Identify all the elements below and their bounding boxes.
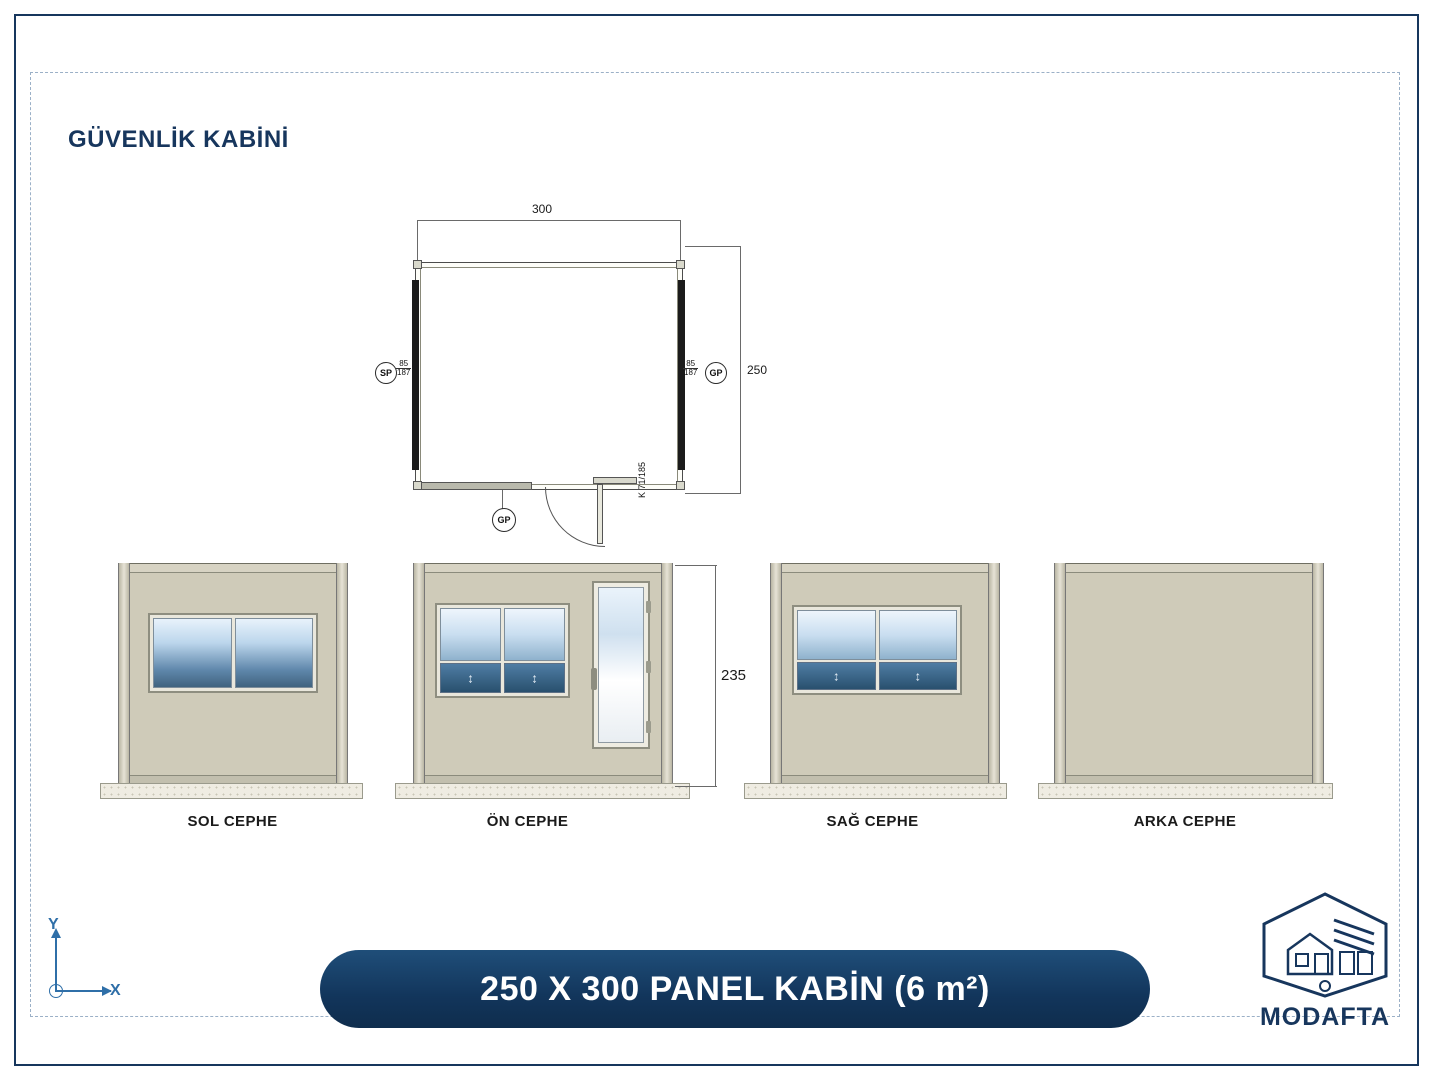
elevation-rear-post-left bbox=[1054, 563, 1066, 785]
elevation-rear-roofline bbox=[1059, 564, 1317, 573]
elevation-left-caption: SOL CEPHE bbox=[187, 813, 278, 830]
company-logo bbox=[1245, 890, 1405, 1040]
elevation-rear-panel bbox=[1058, 563, 1318, 785]
elevation-front-dim-height: 235 bbox=[721, 667, 747, 684]
elevation-left-window bbox=[148, 613, 318, 693]
company-logo-text: MODAFTA bbox=[1259, 1003, 1391, 1031]
plan-dim-right-tick-top bbox=[685, 246, 741, 247]
elevation-front-door bbox=[592, 581, 650, 749]
elevation-right-window-pane-2-upper bbox=[879, 610, 958, 660]
elevation-left-post-right bbox=[336, 563, 348, 785]
elevation-front-window-pane-2-lower bbox=[504, 663, 565, 693]
plan-tag-bottom-leader bbox=[502, 490, 503, 510]
elevation-front-post-right bbox=[661, 563, 673, 785]
elevation-right-ground bbox=[744, 783, 1007, 799]
elevation-rear-post-right bbox=[1312, 563, 1324, 785]
plan-door-leaf bbox=[597, 484, 603, 544]
plan-tag-left: SP bbox=[375, 362, 397, 384]
plan-door-swing-arc bbox=[545, 487, 605, 547]
elevation-front-window bbox=[435, 603, 570, 698]
door-hinge-icon bbox=[646, 721, 651, 733]
elevation-front-caption: ÖN CEPHE bbox=[486, 813, 569, 830]
elevation-right-window-pane-2 bbox=[879, 610, 958, 690]
title-banner bbox=[320, 950, 1150, 1028]
axis-y-label: Y bbox=[48, 916, 59, 933]
plan-fraction-right-top: 85 bbox=[683, 360, 698, 369]
elevation-left bbox=[100, 555, 365, 845]
plan-tag-bottom: GP bbox=[492, 508, 516, 532]
elevation-front-post-left bbox=[413, 563, 425, 785]
elevation-front-roofline bbox=[414, 564, 672, 573]
plan-dim-width: 300 bbox=[532, 202, 553, 216]
plan-corner-br bbox=[676, 481, 685, 490]
plan-dim-top-line bbox=[417, 220, 681, 221]
elevation-front-dim-tick-bottom bbox=[675, 786, 717, 787]
plan-fraction-left bbox=[396, 360, 411, 378]
axis-origin-icon bbox=[49, 984, 63, 998]
elevation-front-door-glass bbox=[598, 587, 644, 743]
title-banner-label: 250 X 300 PANEL KABİN (6 m²) bbox=[480, 969, 990, 1008]
plan-fraction-left-top: 85 bbox=[396, 360, 411, 369]
plan-corner-bl bbox=[413, 481, 422, 490]
elevation-front-window-pane-2 bbox=[504, 608, 565, 693]
elevation-front-window-pane-2-upper bbox=[504, 608, 565, 661]
elevation-right-window-pane-1 bbox=[797, 610, 876, 690]
door-hinge-icon bbox=[646, 661, 651, 673]
plan-door-code: K 71/185 bbox=[637, 461, 647, 498]
plan-inner-outline bbox=[420, 267, 678, 485]
axis-x-label: X bbox=[110, 982, 121, 999]
plan-dim-height: 250 bbox=[747, 363, 768, 377]
plan-corner-tl bbox=[413, 260, 422, 269]
elevation-right-post-right bbox=[988, 563, 1000, 785]
window-arrow-icon: ↕ bbox=[833, 668, 840, 684]
elevation-left-ground bbox=[100, 783, 363, 799]
elevation-right bbox=[740, 555, 1005, 845]
plan-fraction-right-bottom: 187 bbox=[684, 368, 698, 378]
window-arrow-icon: ↕ bbox=[914, 668, 921, 684]
elevation-front-window-pane-1-lower bbox=[440, 663, 501, 693]
plan-corner-tr bbox=[676, 260, 685, 269]
house-logo-icon bbox=[1260, 890, 1390, 1000]
elevation-right-window bbox=[792, 605, 962, 695]
elevation-right-window-pane-1-lower bbox=[797, 662, 876, 690]
window-arrow-icon: ↕ bbox=[531, 670, 538, 686]
axis-indicator bbox=[44, 916, 134, 1010]
elevation-front-window-pane-1 bbox=[440, 608, 501, 693]
elevation-right-roofline bbox=[771, 564, 999, 573]
elevation-front-ground bbox=[395, 783, 690, 799]
plan-fraction-left-bottom: 187 bbox=[397, 368, 411, 378]
plan-dim-right-line bbox=[740, 246, 741, 494]
elevation-right-window-pane-1-upper bbox=[797, 610, 876, 660]
elevation-rear-caption: ARKA CEPHE bbox=[1133, 813, 1237, 830]
plan-view bbox=[375, 200, 775, 550]
plan-fraction-right bbox=[683, 360, 698, 378]
elevation-front bbox=[395, 555, 747, 845]
elevation-rear-ground bbox=[1038, 783, 1333, 799]
plan-wall-left bbox=[412, 280, 419, 470]
door-handle-icon bbox=[591, 668, 597, 690]
page-title: GÜVENLİK KABİNİ bbox=[68, 126, 289, 153]
elevation-left-post-left bbox=[118, 563, 130, 785]
elevation-front-dim-tick-top bbox=[675, 565, 717, 566]
elevation-right-caption: SAĞ CEPHE bbox=[826, 813, 919, 830]
axis-y-line bbox=[55, 934, 57, 990]
elevation-left-roofline bbox=[119, 564, 347, 573]
elevation-left-window-pane-1 bbox=[153, 618, 232, 688]
elevation-left-window-pane-2 bbox=[235, 618, 314, 688]
plan-door-frame bbox=[593, 477, 637, 484]
elevation-rear bbox=[1030, 555, 1340, 845]
elevation-front-window-pane-1-upper bbox=[440, 608, 501, 661]
plan-tag-right: GP bbox=[705, 362, 727, 384]
plan-dim-right-tick-bottom bbox=[685, 493, 741, 494]
window-arrow-icon: ↕ bbox=[467, 670, 474, 686]
elevation-right-window-pane-2-lower bbox=[879, 662, 958, 690]
elevation-right-post-left bbox=[770, 563, 782, 785]
plan-front-window-symbol bbox=[420, 482, 532, 490]
elevation-front-dim-line bbox=[715, 565, 716, 787]
door-hinge-icon bbox=[646, 601, 651, 613]
